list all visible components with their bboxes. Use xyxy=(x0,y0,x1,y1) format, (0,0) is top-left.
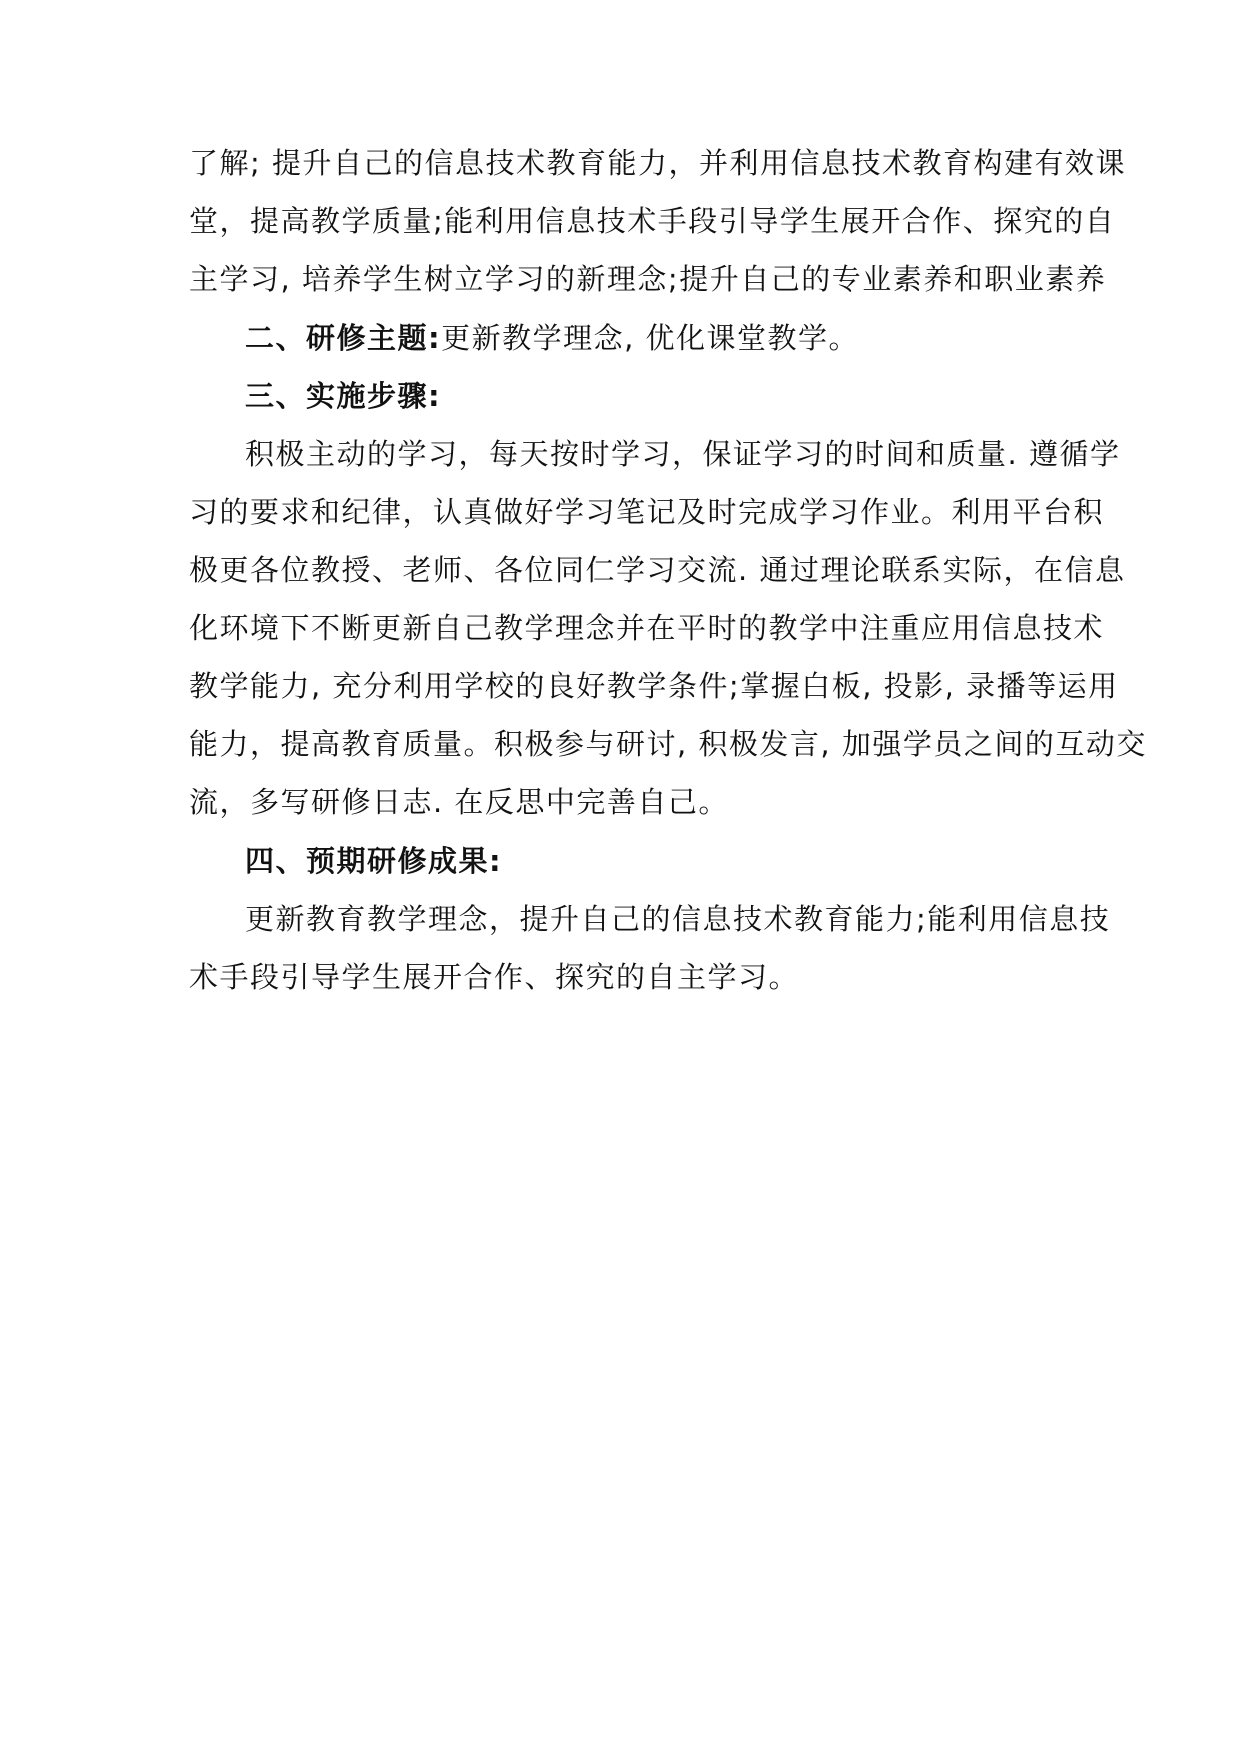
section-3-line-6: 能力，提高教育质量。积极参与研讨, 积极发言, 加强学员之间的互动交 xyxy=(189,727,1147,761)
section-3-label: 三、实施步骤: xyxy=(245,379,442,413)
section-4-label: 四、预期研修成果: xyxy=(245,844,503,878)
section-3-line-1: 积极主动的学习，每天按时学习，保证学习的时间和质量. 遵循学 xyxy=(245,437,1121,471)
intro-line-1: 了解; 提升自己的信息技术教育能力，并利用信息技术教育构建有效课 xyxy=(189,146,1126,180)
section-4-line-2: 术手段引导学生展开合作、探究的自主学习。 xyxy=(189,960,800,994)
intro-line-3: 主学习, 培养学生树立学习的新理念;提升自己的专业素养和职业素养 xyxy=(189,262,1107,296)
section-4-line-1: 更新教育教学理念，提升自己的信息技术教育能力;能利用信息技 xyxy=(245,902,1111,936)
intro-line-2: 堂，提高教学质量;能利用信息技术手段引导学生展开合作、探究的自 xyxy=(189,204,1116,238)
section-3-line-7: 流，多写研修日志. 在反思中完善自己。 xyxy=(189,785,729,819)
section-3-line-3: 极更各位教授、老师、各位同仁学习交流. 通过理论联系实际，在信息 xyxy=(189,553,1126,587)
section-3-line-2: 习的要求和纪律，认真做好学习笔记及时完成学习作业。利用平台积 xyxy=(189,495,1105,529)
section-3-heading xyxy=(245,376,1145,416)
section-3-line-4: 化环境下不断更新自己教学理念并在平时的教学中注重应用信息技术 xyxy=(189,611,1105,645)
section-2-heading xyxy=(245,318,1145,358)
section-2-label: 二、研修主题: xyxy=(245,321,442,355)
section-2-text: 更新教学理念, 优化课堂教学。 xyxy=(441,321,860,355)
section-4-heading xyxy=(245,841,1145,881)
section-3-line-5: 教学能力, 充分利用学校的良好教学条件;掌握白板, 投影, 录播等运用 xyxy=(189,669,1119,703)
